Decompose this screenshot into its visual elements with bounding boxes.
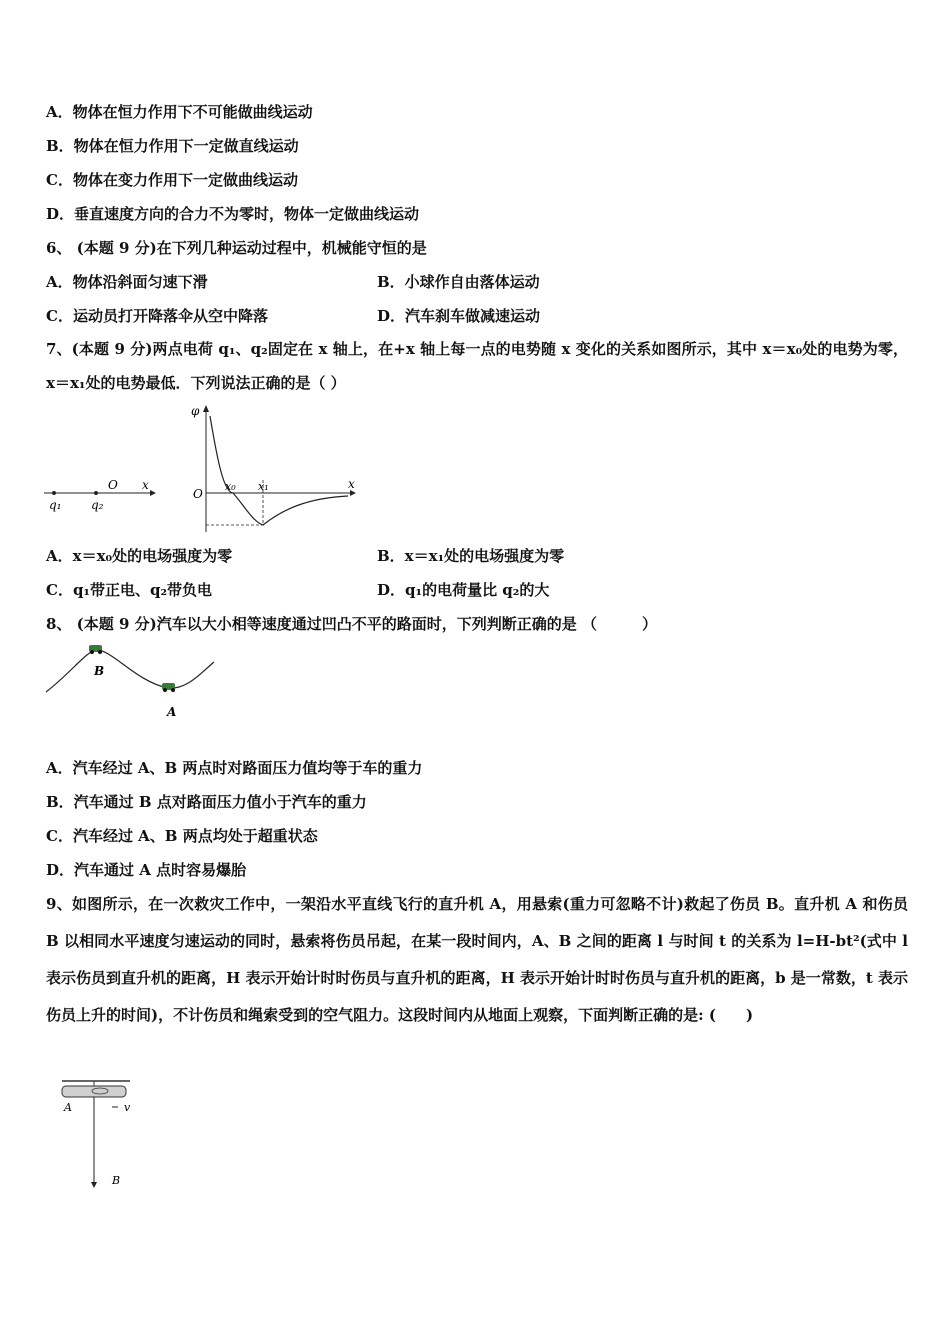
q8-road-figure: [42, 642, 222, 720]
origin-label: O: [193, 487, 203, 501]
q7-potential-graph: [188, 404, 363, 539]
injured-b-label: B: [112, 1174, 121, 1187]
q8-option-c: C．汽车经过 A、B 两点均处于超重状态: [46, 827, 318, 845]
q5-option-d: D．垂直速度方向的合力不为零时，物体一定做曲线运动: [46, 205, 420, 223]
q6-option-a: A．物体沿斜面匀速下滑: [46, 273, 208, 291]
q9-stem: 9、如图所示，在一次救灾工作中，一架沿水平直线飞行的直升机 A，用悬索(重力可忽略不计)救起了伤员 B。直升机 A 和伤员 B 以相同水平速度匀速运动的同时，悬索将伤员吊起，在某一段时间内，A、B 之间的距离 l 与时间 t 的关系为 l=H-bt²(式中 l 表示伤员到直升机的距离，H 表示开始计时时伤员与直升机的距离，H 表示开始计时时伤员与直升机的距离，b 是一常数，t 表示伤员上升的时间)，不计伤员和绳索受到的空气阻力。这段时间内从地面上观察，下面判断正确的是: ( ): [46, 895, 908, 1024]
x0-label: x₀: [225, 480, 236, 493]
q7-charge-axis-figure: [42, 478, 157, 518]
q6-stem: 6、 (本题 9 分)在下列几种运动过程中，机械能守恒的是: [46, 239, 427, 257]
q8-stem: 8、 (本题 9 分)汽车以大小相等速度通过凹凸不平的路面时，下列判断正确的是 （ ）: [46, 615, 657, 633]
q8-option-b: B．汽车通过 B 点对路面压力值小于汽车的重力: [46, 793, 367, 811]
q6-option-d: D．汽车刹车做减速运动: [377, 307, 541, 325]
point-a-label: A: [167, 705, 177, 719]
phi-label: φ: [191, 404, 200, 418]
velocity-v-label: v: [124, 1101, 131, 1114]
car-top-icon: [89, 645, 102, 654]
q9-helicopter-figure: [56, 1078, 146, 1193]
q2-label: q₂: [91, 498, 104, 512]
x-axis-label: x: [348, 477, 355, 491]
q7-option-a: A．x＝x₀处的电场强度为零: [46, 547, 233, 565]
x1-label: x₁: [258, 480, 269, 493]
q7-stem: 7、(本题 9 分)两点电荷 q₁、q₂固定在 x 轴上，在+x 轴上每一点的电势随 x 变化的关系如图所示，其中 x＝x₀处的电势为零，x＝x₁处的电势最低．下列说法正确的是（ ）: [46, 340, 908, 392]
helicopter-icon: [62, 1081, 130, 1097]
origin-label: O: [108, 478, 118, 492]
q8-option-d: D．汽车通过 A 点时容易爆胎: [46, 861, 247, 879]
q5-option-c: C．物体在变力作用下一定做曲线运动: [46, 171, 298, 189]
point-b-label: B: [94, 664, 105, 678]
q6-option-c: C．运动员打开降落伞从空中降落: [46, 307, 268, 325]
q5-option-b: B．物体在恒力作用下一定做直线运动: [46, 137, 299, 155]
q7-option-b: B．x＝x₁处的电场强度为零: [377, 547, 565, 565]
q6-option-b: B．小球作自由落体运动: [377, 273, 540, 291]
q8-option-a: A．汽车经过 A、B 两点时对路面压力值均等于车的重力: [46, 759, 423, 777]
q1-label: q₁: [49, 498, 62, 512]
x-axis-label: x: [142, 478, 149, 492]
q5-option-a: A．物体在恒力作用下不可能做曲线运动: [46, 103, 313, 121]
helicopter-a-label: A: [64, 1101, 72, 1114]
q7-option-d: D．q₁的电荷量比 q₂的大: [377, 581, 550, 599]
q7-option-c: C．q₁带正电、q₂带负电: [46, 581, 213, 599]
car-bottom-icon: [162, 683, 175, 692]
